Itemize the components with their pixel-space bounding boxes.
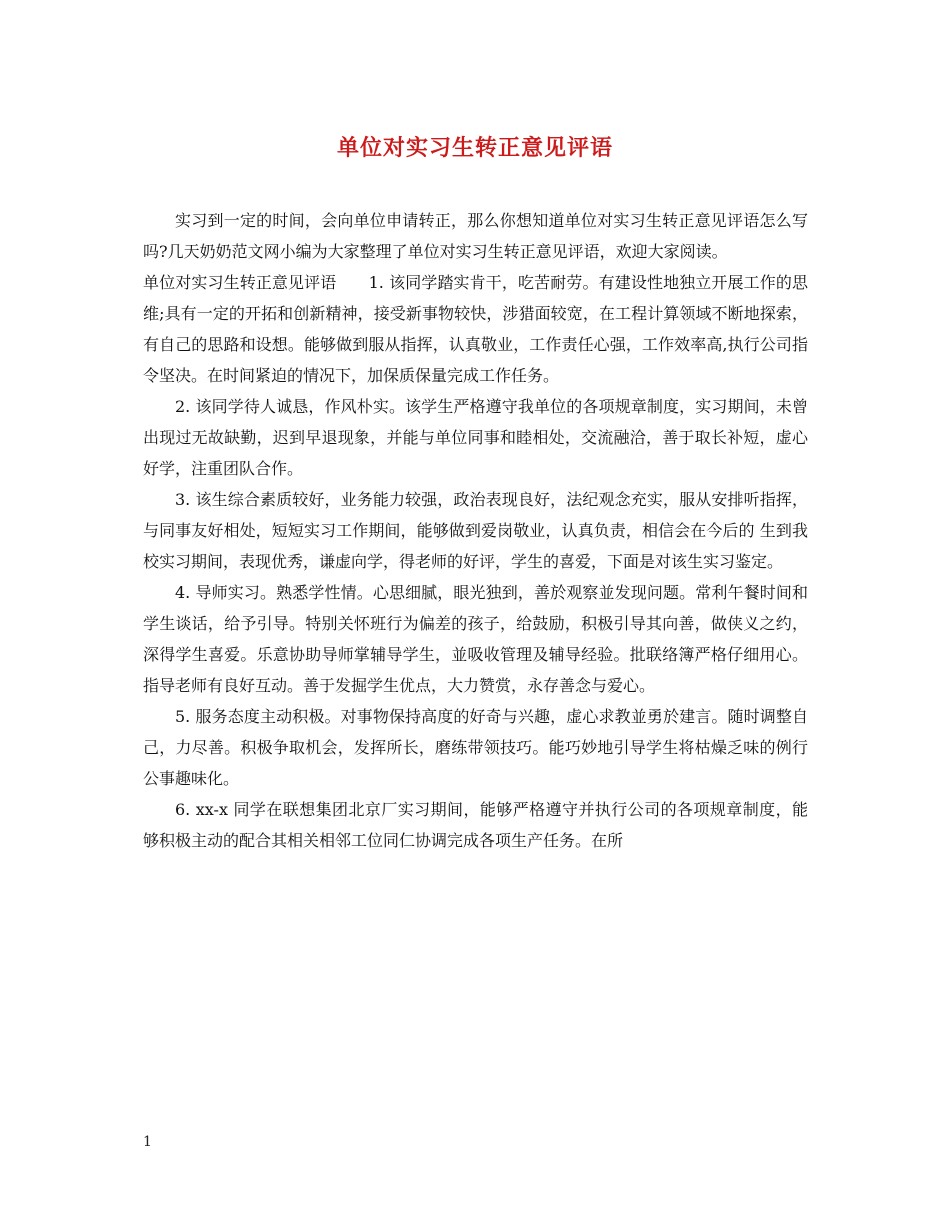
paragraph-item-2: 2. 该同学待人诚恳，作风朴实。该学生严格遵守我单位的各项规章制度，实习期间，未曾出现过无故缺勤，迟到早退现象，并能与单位同事和睦相处，交流融洽，善于取长补短，虚心好学，注重团队合作。	[143, 397, 808, 478]
paragraph-item-4: 4. 导师实习。熟悉学性情。心思细腻，眼光独到，善於观察並发现问题。常利午餐时间和学生谈话，给予引导。特别关怀班行为偏差的孩子，给鼓励，积极引导其向善，做侠义之约，深得学生喜爱。乐意协助导师掌辅导学生，並吸收管理及辅导经验。批联络簿严格仔细用心。指导老师有良好互动。善于发掘学生优点，大力赞赏，永存善念与爱心。	[143, 583, 808, 695]
paragraph-item-5: 5. 服务态度主动积极。对事物保持高度的好奇与兴趣，虚心求教並勇於建言。随时调整自己，力尽善。积极争取机会，发挥所长，磨练带领技巧。能巧妙地引导学生将枯燥乏味的例行公事趣味化。	[143, 707, 808, 788]
paragraph-item-3: 3. 该生综合素质较好，业务能力较强，政治表现良好，法纪观念充实，服从安排听指挥，与同事友好相处，短短实习工作期间，能够做到爱岗敬业，认真负责，相信会在今后的 生到我校实习期间，表现优秀，谦虚向学，得老师的好评，学生的喜爱，下面是对该生实习鉴定。	[143, 490, 808, 571]
paragraph-item-6: 6. xx-x 同学在联想集团北京厂实习期间，能够严格遵守并执行公司的各项规章制度，能够积极主动的配合其相关相邻工位同仁协调完成各项生产任务。在所	[143, 800, 808, 850]
document-title: 单位对实习生转正意见评语	[336, 135, 613, 161]
page-number: 1	[143, 1134, 152, 1150]
document-body	[143, 205, 808, 856]
paragraph-intro: 实习到一定的时间，会向单位申请转正，那么你想知道单位对实习生转正意见评语怎么写吗?几天奶奶范文网小编为大家整理了单位对实习生转正意见评语，欢迎大家阅读。	[143, 211, 808, 261]
paragraph-item-1: 单位对实习生转正意见评语 1. 该同学踏实肯干，吃苦耐劳。有建设性地独立开展工作的思维;具有一定的开拓和创新精神，接受新事物较快，涉猎面较宽，在工程计算领域不断地探索，有自己的思路和设想。能够做到服从指挥，认真敬业，工作责任心强，工作效率高,执行公司指令坚决。在时间紧迫的情况下，加保质保量完成工作任务。	[143, 273, 808, 385]
